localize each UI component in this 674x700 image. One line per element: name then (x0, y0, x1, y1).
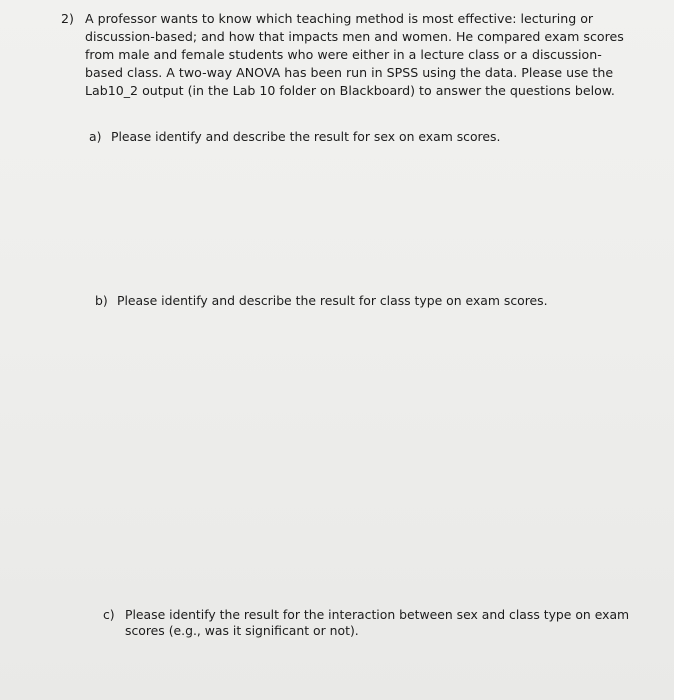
question-prompt (85, 10, 633, 100)
part-c-label: c) (103, 607, 115, 622)
part-c-text-1: Please identify the result for the interaction between sex and class type on exam (125, 607, 630, 622)
question-line: from male and female students who were either in a lecture class or a discussion- (85, 47, 602, 62)
part-a-text: Please identify and describe the result for sex on exam scores. (111, 129, 501, 144)
part-b-text: Please identify and describe the result for class type on exam scores. (117, 293, 548, 308)
part-a (89, 129, 500, 145)
question-line: A professor wants to know which teaching method is most effective: lecturing or (85, 11, 594, 26)
part-c-text-2: scores (e.g., was it significant or not). (125, 623, 359, 638)
question-number: 2) (61, 11, 74, 26)
part-c-line1 (103, 607, 629, 623)
part-b (95, 293, 548, 309)
part-c (103, 607, 629, 639)
part-b-label: b) (95, 293, 108, 308)
question-line: Lab10_2 output (in the Lab 10 folder on Blackboard) to answer the questions below. (85, 83, 615, 98)
question-line: discussion-based; and how that impacts men and women. He compared exam scores (85, 29, 624, 44)
question-line: based class. A two-way ANOVA has been run in SPSS using the data. Please use the (85, 65, 614, 80)
part-a-label: a) (89, 129, 102, 144)
